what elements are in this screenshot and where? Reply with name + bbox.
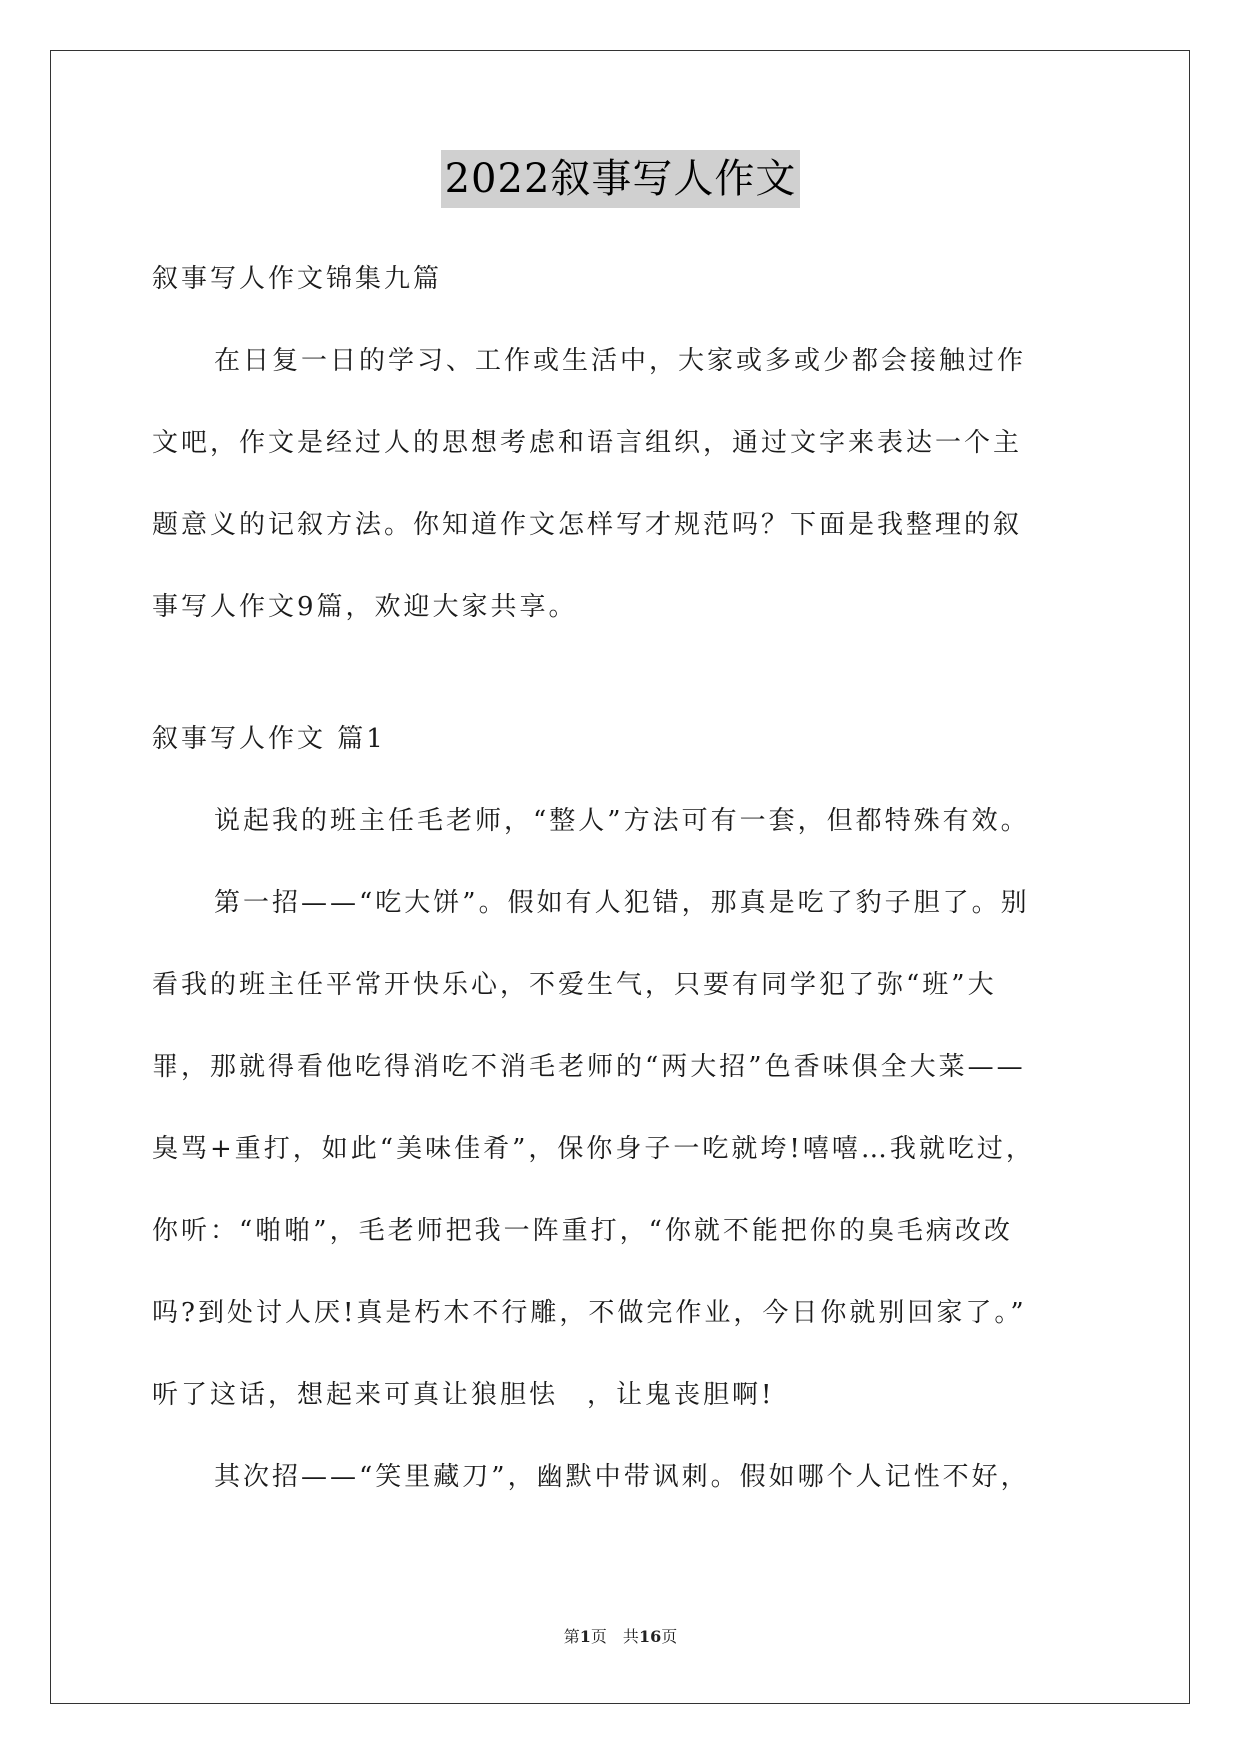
body-line: 说起我的班主任毛老师，“整人”方法可有一套，但都特殊有效。: [214, 806, 1030, 836]
footer-page-total: 16: [638, 1627, 662, 1646]
body-line: 其次招——“笑里藏刀”，幽默中带讽刺。假如哪个人记性不好，: [214, 1462, 1030, 1492]
intro-line: 事写人作文9篇，欢迎大家共享。: [152, 592, 578, 622]
body-line: 罪，那就得看他吃得消吃不消毛老师的“两大招”色香味俱全大菜——: [152, 1052, 1026, 1082]
footer-prefix: 第: [563, 1627, 580, 1646]
intro-line: 在日复一日的学习、工作或生活中，大家或多或少都会接触过作: [214, 346, 1027, 376]
footer-page-current: 1: [579, 1627, 591, 1646]
intro-line: 题意义的记叙方法。你知道作文怎样写才规范吗？下面是我整理的叙: [152, 510, 1023, 540]
body-line: 看我的班主任平常开快乐心，不爱生气，只要有同学犯了弥“班”大: [152, 970, 997, 1000]
footer-mid: 页 共: [590, 1627, 639, 1646]
document-title: 2022叙事写人作文: [441, 150, 801, 208]
body-line: 你听：“啪啪”，毛老师把我一阵重打，“你就不能把你的臭毛病改改: [152, 1216, 1013, 1246]
body-line: 听了这话，想起来可真让狼胆怯 ，让鬼丧胆啊!: [152, 1380, 775, 1410]
document-body: [152, 238, 1092, 1518]
title-container: [0, 150, 1241, 208]
document-subtitle: 叙事写人作文锦集九篇: [152, 264, 443, 294]
section-spacer: [152, 648, 1092, 698]
body-line: 臭骂+重打，如此“美味佳肴”，保你身子一吃就垮!嘻嘻…我就吃过，: [152, 1134, 1035, 1164]
body-line: 吗?到处讨人厌!真是朽木不行雕，不做完作业，今日你就别回家了。”: [152, 1298, 1027, 1328]
footer-suffix: 页: [661, 1627, 678, 1646]
body-line: 第一招——“吃大饼”。假如有人犯错，那真是吃了豹子胆了。别: [214, 888, 1030, 918]
intro-line: 文吧，作文是经过人的思想考虑和语言组织，通过文字来表达一个主: [152, 428, 1023, 458]
section-heading: 叙事写人作文 篇1: [152, 724, 386, 754]
page-footer: [0, 1624, 1241, 1647]
